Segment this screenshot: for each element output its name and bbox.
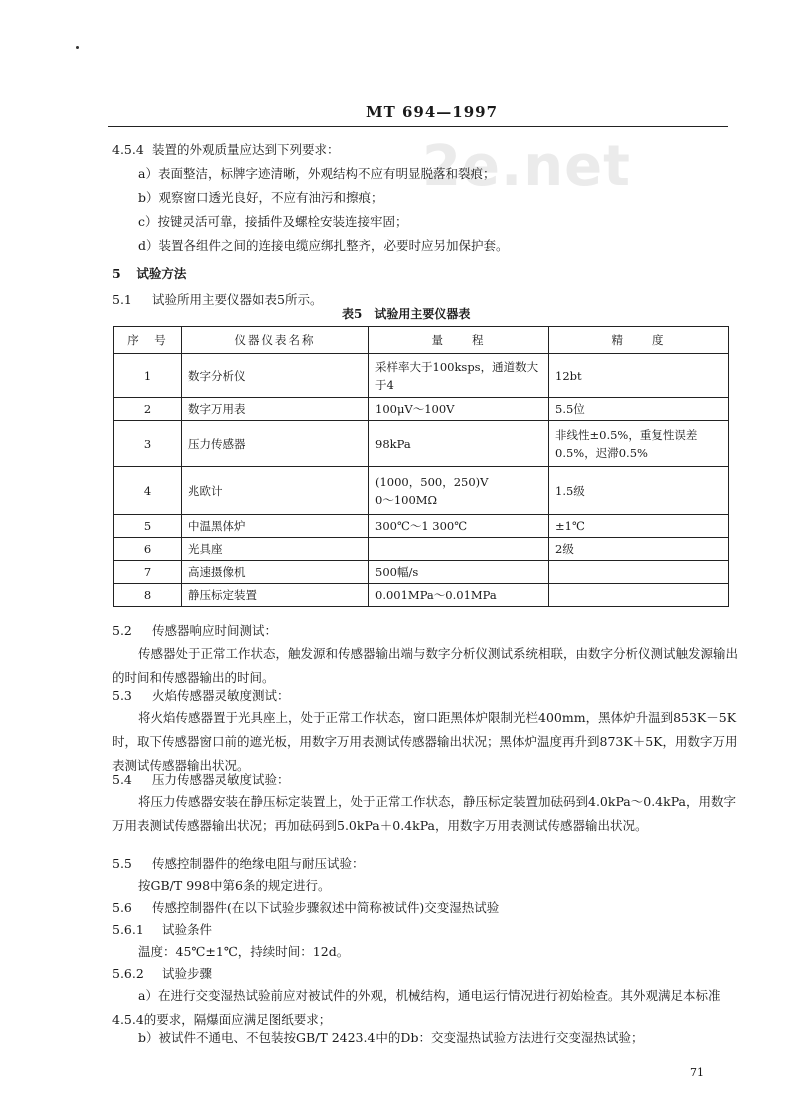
cell-no: 7 bbox=[114, 561, 182, 584]
table-caption: 表5 试验用主要仪器表 bbox=[342, 307, 471, 321]
cell-precision bbox=[549, 561, 729, 584]
clause-5-3-body: 将火焰传感器置于光具座上，处于正常工作状态，窗口距黑体炉限制光栏400mm，黑体炉升温到853K－5K时，取下传感器窗口前的遮光板，用数字万用表测试传感器输出状况；黑体炉温度再升到873K＋5K，用数字万用表测试传感器输出状况。 bbox=[112, 710, 738, 773]
header-rule bbox=[108, 126, 728, 127]
column-header: 量 程 bbox=[369, 327, 549, 354]
cell-no: 8 bbox=[114, 584, 182, 607]
clause-number: 4.5.4 bbox=[112, 142, 144, 157]
cell-range: 0.001MPa～0.01MPa bbox=[369, 584, 549, 607]
list-item: b）被试件不通电、不包装按GB/T 2423.4中的Db：交变湿热试验方法进行交变湿热试验； bbox=[138, 1030, 644, 1045]
clause-text: 试验所用主要仪器如表5所示。 bbox=[151, 292, 323, 307]
cell-precision: 12bt bbox=[549, 354, 729, 398]
clause-5-3-heading bbox=[112, 686, 290, 704]
cell-precision: 非线性±0.5%，重复性误差0.5%，迟滞0.5% bbox=[549, 421, 729, 467]
column-header: 精 度 bbox=[549, 327, 729, 354]
column-header: 序 号 bbox=[114, 327, 182, 354]
cell-range bbox=[369, 538, 549, 561]
cell-name: 光具座 bbox=[182, 538, 369, 561]
clause-5-5-heading bbox=[112, 854, 365, 872]
table-header-row bbox=[114, 327, 729, 354]
clause-5-4-body: 将压力传感器安装在静压标定装置上，处于正常工作状态，静压标定装置加砝码到4.0kPa～0.4kPa，用数字万用表测试传感器输出状况；再加砝码到5.0kPa＋0.4kPa，用数字万用表测试传感器输出状况。 bbox=[112, 794, 737, 833]
clause-number: 5.6.2 bbox=[112, 966, 144, 981]
section-title: 试验方法 bbox=[136, 266, 187, 281]
cell-name: 压力传感器 bbox=[182, 421, 369, 467]
clause-text: 装置的外观质量应达到下列要求： bbox=[151, 142, 340, 157]
clause-title: 火焰传感器灵敏度测试： bbox=[151, 688, 290, 703]
list-item: b）观察窗口透光良好，不应有油污和擦痕； bbox=[138, 190, 384, 205]
clause-title: 试验条件 bbox=[161, 922, 212, 937]
clause-5-2-body: 传感器处于正常工作状态，触发源和传感器输出端与数字分析仪测试系统相联，由数字分析仪测试触发源输出的时间和传感器输出的时间。 bbox=[112, 646, 739, 685]
cell-name: 静压标定装置 bbox=[182, 584, 369, 607]
clause-title: 压力传感器灵敏度试验： bbox=[151, 772, 290, 787]
clause-number: 5.5 bbox=[112, 856, 132, 871]
clause-number: 5.2 bbox=[112, 623, 132, 638]
cell-no: 5 bbox=[114, 515, 182, 538]
list-item: c）按键灵活可靠，接插件及螺栓安装连接牢固； bbox=[138, 214, 408, 229]
list-item: a）在进行交变湿热试验前应对被试件的外观，机械结构，通电运行情况进行初始检查。其外观满足本标准4.5.4的要求，隔爆面应满足图纸要求； bbox=[112, 988, 721, 1027]
table-row bbox=[114, 467, 729, 515]
cell-name: 数字万用表 bbox=[182, 398, 369, 421]
list-item: a）表面整洁，标牌字迹清晰，外观结构不应有明显脱落和裂痕； bbox=[138, 166, 496, 181]
clause-number: 5.4 bbox=[112, 772, 132, 787]
clause-5-1 bbox=[112, 290, 322, 308]
section-5-heading bbox=[112, 264, 186, 282]
clause-5-6-1-body: 温度：45℃±1℃，持续时间：12d。 bbox=[138, 944, 350, 959]
clause-5-2-heading bbox=[112, 621, 277, 639]
cell-no: 2 bbox=[114, 398, 182, 421]
table-row bbox=[114, 421, 729, 467]
table-row bbox=[114, 538, 729, 561]
clause-5-5-body: 按GB/T 998中第6条的规定进行。 bbox=[138, 878, 331, 893]
cell-no: 3 bbox=[114, 421, 182, 467]
clause-title: 传感器响应时间测试： bbox=[151, 623, 277, 638]
cell-precision: 2级 bbox=[549, 538, 729, 561]
cell-no: 6 bbox=[114, 538, 182, 561]
watermark: 2e.net bbox=[422, 134, 631, 199]
section-number: 5 bbox=[112, 266, 121, 281]
table-row bbox=[114, 561, 729, 584]
standard-code-header: MT 694—1997 bbox=[366, 103, 499, 121]
cell-range: 100μV～100V bbox=[369, 398, 549, 421]
table-row bbox=[114, 515, 729, 538]
clause-title: 传感控制器件的绝缘电阻与耐压试验： bbox=[151, 856, 365, 871]
clause-number: 5.6.1 bbox=[112, 922, 144, 937]
table-row bbox=[114, 398, 729, 421]
cell-name: 中温黑体炉 bbox=[182, 515, 369, 538]
clause-number: 5.3 bbox=[112, 688, 132, 703]
cell-no: 1 bbox=[114, 354, 182, 398]
clause-5-4-heading bbox=[112, 770, 290, 788]
column-header: 仪器仪表名称 bbox=[182, 327, 369, 354]
clause-4-5-4 bbox=[112, 140, 340, 158]
table-row bbox=[114, 354, 729, 398]
cell-range: 98kPa bbox=[369, 421, 549, 467]
cell-name: 高速摄像机 bbox=[182, 561, 369, 584]
scan-speck bbox=[76, 46, 79, 49]
table-row bbox=[114, 584, 729, 607]
cell-name: 兆欧计 bbox=[182, 467, 369, 515]
clause-number: 5.6 bbox=[112, 900, 132, 915]
cell-range: 300℃～1 300℃ bbox=[369, 515, 549, 538]
instrument-table bbox=[113, 326, 729, 607]
cell-precision: 5.5位 bbox=[549, 398, 729, 421]
clause-title: 试验步骤 bbox=[161, 966, 212, 981]
cell-range: 500幅/s bbox=[369, 561, 549, 584]
cell-range: (1000，500，250)V 0～100MΩ bbox=[369, 467, 549, 515]
list-item: d）装置各组件之间的连接电缆应绑扎整齐，必要时应另加保护套。 bbox=[138, 238, 509, 253]
cell-precision bbox=[549, 584, 729, 607]
cell-precision: 1.5级 bbox=[549, 467, 729, 515]
cell-range: 采样率大于100ksps，通道数大于4 bbox=[369, 354, 549, 398]
clause-5-6-2-heading bbox=[112, 964, 212, 982]
clause-5-6-heading bbox=[112, 898, 499, 916]
clause-number: 5.1 bbox=[112, 292, 132, 307]
clause-title: 传感控制器件(在以下试验步骤叙述中简称被试件)交变湿热试验 bbox=[151, 900, 500, 915]
cell-precision: ±1℃ bbox=[549, 515, 729, 538]
page-number: 71 bbox=[690, 1066, 704, 1079]
cell-no: 4 bbox=[114, 467, 182, 515]
cell-name: 数字分析仪 bbox=[182, 354, 369, 398]
clause-5-6-1-heading bbox=[112, 920, 212, 938]
